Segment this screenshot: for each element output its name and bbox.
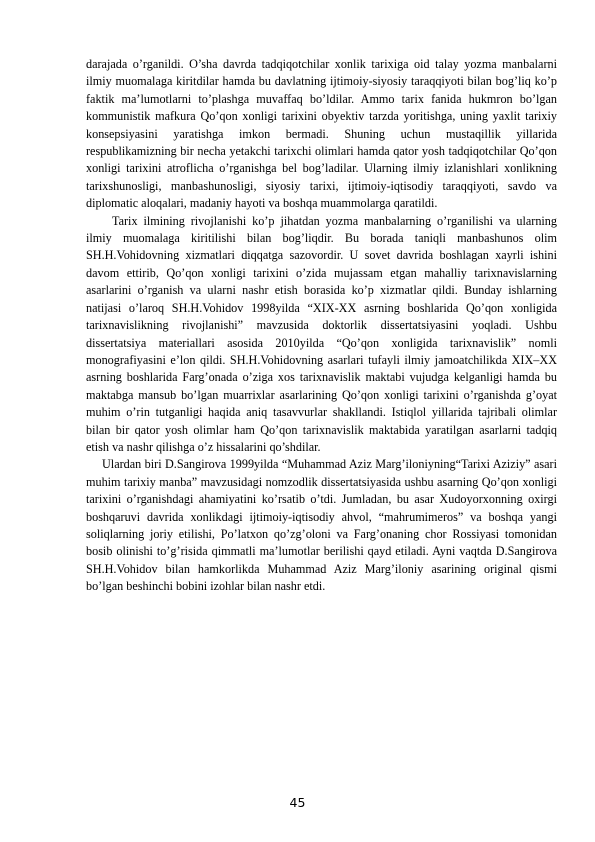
paragraph-2: Tarix ilmining rivojlanishi ko’p jihatdan yozma manbalarning o’rganilishi va ularning ilmiy muomalaga kiritilishi bilan bog’liqdir. Bu borada taniqli manbashunos olim SH.H.Vohidovning xizmatlari diqqatga sazovordir. U sovet davrida boshlagan xayrli ishini davom ettirib, Qo’qon xonligi tarixini o’zida mujassam etgan mahalliy tarixnavislarning asarlarini o’rganish va ularni nashr etish borasida ko’p xizmatlar qildi. Bunday ishlarning natijasi o’laroq SH.H.Vohidov 1998yilda “XIX-XX asrning boshlarida Qo’qon xonligida tarixnavislikning rivojlanishi” mavzusida doktorlik dissertatsiyasini yoqladi. Ushbu dissertatsiya materiallari asosida 2010yilda “Qo’qon xonligida tarixnavislik” nomli monografiyasini e’lon qildi. SH.H.Vohidovning asarlari tufayli ilmiy jamoatchilikda XIX–XX asrning boshlarida Farg’onada o’ziga xos tarixnavislik maktabi vujudga kelganligi hamda bu maktabga mansub bo’lgan muarrixlar asarlarining Qo’qon xonligi tarixini o’rganishda g’oyat muhim o’rin tutganligi haqida aniq tasavvurlar shakllandi. Istiqlol yillarida tajribali olimlar bilan bir qator yosh olimlar ham Qo’qon tarixnavislik maktabida yaratilgan asarlarni tadqiq etish va nashr qilishga o’z hissalarini qo’shdilar. [86,213,557,454]
page-number: 45 [289,795,306,810]
document-page [86,56,557,596]
paragraph-3: Ulardan biri D.Sangirova 1999yilda “Muhammad Aziz Marg’iloniyning“Tarixi Aziziy” asari muhim tarixiy manba” mavzusidagi nomzodlik dissertatsiyasida ushbu asarning Qo’qon xonligi tarixini o’rganishdagi ahamiyatini ko’rsatib o’tdi. Jumladan, bu asar Xudoyorxonning oxirgi boshqaruvi davrida xonlikdagi ijtimoiy-iqtisodiy ahvol, “mahrumimeros” va boshqa yangi soliqlarning joriy etilishi, Po’latxon qo’zg’oloni va Farg’onaning chor Rossiyasi tomonidan bosib olinishi to’g’risida qimmatli ma’lumotlar berilishi qayd etiladi. Ayni vaqtda D.Sangirova SH.H.Vohidov bilan hamkorlikda Muhammad Aziz Marg’iloniy asarining original qismi bo’lgan beshinchi bobini izohlar bilan nashr etdi. [86,457,557,594]
paragraph-1: darajada o’rganildi. O’sha davrda tadqiqotchilar xonlik tarixiga oid talay yozma manbalarni ilmiy muomalaga kiritdilar hamda bu davlatning ijtimoiy-siyosiy taraqqiyoti bilan bog’liq ko’p faktik ma’lumotlarni to’plashga muvaffaq bo’ldilar. Ammo tarix fanida hukmron bo’lgan kommunistik mafkura Qo’qon xonligi tarixini obyektiv tarzda yoritishga, uning yaxlit tarixiy konsepsiyasini yaratishga imkon bermadi. Shuning uchun mustaqillik yillarida respublikamizning bir necha yetakchi tarixchi olimlari hamda qator yosh tadqiqotchilar Qo’qon xonligi tarixini atroflicha o’rganishga bel bog’ladilar. Ularning ilmiy izlanishlari xonlikning tarixshunosligi, manbashunosligi, siyosiy tarixi, ijtimoiy-iqtisodiy taraqqiyoti, savdo va diplomatic aloqalari, madaniy hayoti va boshqa muammolarga qaratildi. [86,57,557,211]
